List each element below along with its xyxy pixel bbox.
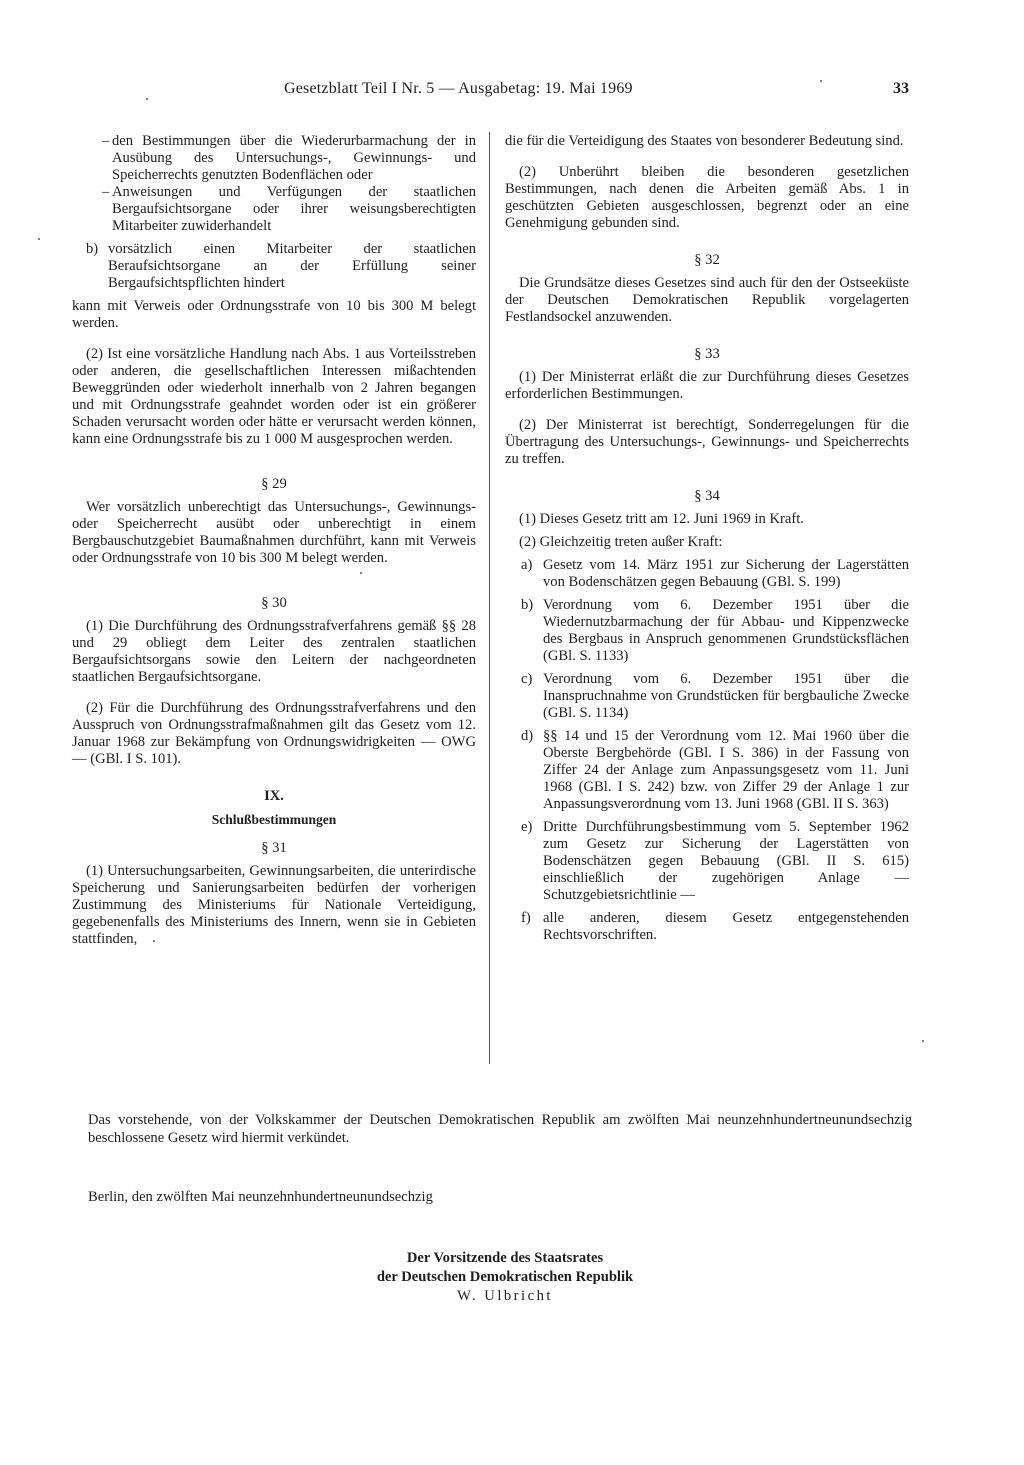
signature-title-line1: Der Vorsitzende des Staatsrates — [406, 1250, 604, 1266]
chapter-title: Schlußbestimmungen — [211, 812, 337, 827]
list-item — [505, 597, 909, 665]
list-marker: a) — [521, 557, 533, 573]
dash-item-text: Anweisungen und Verfügungen der staatlichen Bergaufsichtsorgane oder ihrer weisungsberechtigten Mitarbeiter zuwiderhandelt — [112, 184, 476, 234]
header-title: Gesetzblatt Teil I Nr. 5 — Ausgabetag: 19. Mai 1969 — [284, 80, 633, 97]
section-heading-32: § 32 — [694, 252, 720, 268]
proclamation-text: Das vorstehende, von der Volkskammer der Deutschen Demokratischen Republik am zwölften Mai neunzehnhundertneunundsechzig beschlossene Gesetz wird hiermit verkündet. — [88, 1112, 912, 1146]
place-date: Berlin, den zwölften Mai neunzehnhundertneunundsechzig — [88, 1189, 433, 1205]
scan-speck — [38, 238, 40, 240]
paragraph: Wer vorsätzlich unberechtigt das Untersuchungs-, Gewinnungs- oder Speicherrecht ausübt oder unberechtigt in einem Bergbauschutzgebiet Baumaßnahmen durchführt, kann mit Verweis oder Ordnungsstrafe von 10 bis 300 M belegt werden. — [72, 499, 476, 566]
paragraph: (2) Ist eine vorsätzliche Handlung nach Abs. 1 aus Vorteilsstreben oder anderen, die gesellschaftlichen Interessen mißachtenden Beweggründen oder wiederholt innerhalb von 2 Jahren begangen und mit Ordnungsstrafe geahndet worden oder ist ein größerer Schaden verursacht worden oder hätte er verursacht werden können, kann eine Ordnungsstrafe bis zu 1 000 M ausgesprochen werden. — [72, 346, 476, 447]
list-item-text: Gesetz vom 14. März 1951 zur Sicherung der Lagerstätten von Bodenschätzen gegen Bebauung (GBl. S. 199) — [543, 557, 909, 590]
paragraph: kann mit Verweis oder Ordnungsstrafe von 10 bis 300 M belegt werden. — [72, 298, 476, 331]
list-item — [505, 819, 909, 904]
list-item — [505, 728, 909, 813]
section-heading-31: § 31 — [261, 840, 287, 856]
signature-block — [300, 1249, 710, 1306]
list-item-text: vorsätzlich einen Mitarbeiter der staatlichen Beraufsichtsorgane an der Erfüllung seiner Bergaufsichtspflichten hindert — [108, 241, 476, 291]
paragraph: (1) Die Durchführung des Ordnungsstrafverfahrens gemäß §§ 28 und 29 obliegt dem Leiter des zentralen staatlichen Bergaufsichtsorgans sowie den Leitern der nachgeordneten staatlichen Bergaufsichtsorgane. — [72, 618, 476, 685]
paragraph: (2) Gleichzeitig treten außer Kraft: — [519, 534, 723, 550]
paragraph: (2) Für die Durchführung des Ordnungsstrafverfahrens und den Ausspruch von Ordnungsstrafmaßnahmen gilt das Gesetz vom 12. Januar 1968 zur Bekämpfung von Ordnungswidrigkeiten — OWG — (GBl. I S. 101). — [72, 700, 476, 767]
section-heading-33: § 33 — [694, 346, 720, 362]
section-heading-29: § 29 — [261, 476, 287, 492]
dash-item: – den Bestimmungen über die Wiederurbarmachung der in Ausübung des Untersuchungs-, Gewinnungs- und Speicherrechts genutzten Bodenflächen oder — [102, 133, 476, 183]
scan-speck — [146, 98, 148, 100]
page-header — [284, 80, 909, 104]
list-item — [505, 671, 909, 722]
paragraph: (1) Untersuchungsarbeiten, Gewinnungsarbeiten, die unterirdische Speicherung und Sanierungsarbeiten bedürfen der vorherigen Zustimmung des Ministeriums für Nationale Verteidigung, gegebenenfalls des Ministeriums des Innern, wenn sie in Gebieten stattfinden, — [72, 863, 476, 947]
paragraph: Die Grundsätze dieses Gesetzes sind auch für den der Ostseeküste der Deutschen Demokratischen Republik vorgelagerten Festlandsockel anzuwenden. — [505, 275, 909, 325]
list-item — [505, 910, 909, 944]
left-column — [72, 133, 476, 948]
scan-speck — [360, 572, 362, 574]
list-marker: e) — [521, 819, 533, 835]
paragraph: (1) Dieses Gesetz tritt am 12. Juni 1969 in Kraft. — [519, 511, 804, 527]
paragraph: (1) Der Ministerrat erläßt die zur Durchführung dieses Gesetzes erforderlichen Bestimmungen. — [505, 369, 909, 402]
signature-title-line2: der Deutschen Demokratischen Republik — [376, 1269, 634, 1285]
page-number: 33 — [893, 80, 909, 97]
list-marker: f) — [521, 910, 531, 926]
signatory-name: W. Ulbricht — [457, 1288, 553, 1304]
list-item-text: Dritte Durchführungsbestimmung vom 5. September 1962 zum Gesetz zur Sicherung der Lagerstätten von Bodenschätzen gegen Bebauung (GBl. II S. 615) einschließlich der zugehörigen Anlage — Schutzgebietsrichtlinie — — [543, 819, 909, 903]
paragraph-continuation: die für die Verteidigung des Staates von besonderer Bedeutung sind. — [505, 133, 904, 149]
list-item-text: §§ 14 und 15 der Verordnung vom 12. Mai 1960 über die Oberste Bergbehörde (GBl. I S. 386) in der Fassung von Ziffer 24 der Anlage zum Anpassungsgesetz vom 11. Juni 1968 (GBl. I S. 242) bzw. von Ziffer 29 der Anlage 1 zur Anpassungsverordnung vom 13. Juni 1968 (GBl. II S. 363) — [543, 728, 909, 812]
chapter-number: IX. — [264, 788, 284, 804]
right-column — [505, 133, 909, 944]
list-item-text: Verordnung vom 6. Dezember 1951 über die Wiedernutzbarmachung der für Abbau- und Kippenzwecke des Bergbaus in Anspruch genommenen Grundstücksflächen (GBl. S. 1133) — [543, 597, 909, 664]
list-marker: b) — [521, 597, 534, 613]
scan-speck — [153, 940, 155, 942]
list-marker: d) — [521, 728, 534, 744]
list-marker: b) — [86, 241, 99, 257]
scan-speck — [922, 1040, 924, 1042]
list-item — [505, 557, 909, 591]
section-heading-34: § 34 — [694, 488, 720, 504]
dash-item: – Anweisungen und Verfügungen der staatlichen Bergaufsichtsorgane oder ihrer weisungsberechtigten Mitarbeiter zuwiderhandelt — [102, 184, 476, 234]
paragraph: (2) Unberührt bleiben die besonderen gesetzlichen Bestimmungen, nach denen die Arbeiten gemäß Abs. 1 in geschützten Gebieten ausgeschlossen, begrenzt oder an eine Genehmigung gebunden sind. — [505, 164, 909, 231]
column-divider — [489, 132, 490, 1064]
list-item-b — [72, 241, 476, 292]
dash-item-text: den Bestimmungen über die Wiederurbarmachung der in Ausübung des Untersuchungs-, Gewinnungs- und Speicherrechts genutzten Bodenflächen oder — [112, 133, 476, 183]
section-heading-30: § 30 — [261, 595, 287, 611]
scan-speck — [820, 80, 822, 82]
list-item-text: Verordnung vom 6. Dezember 1951 über die Inanspruchnahme von Grundstücken für bergbauliche Zwecke (GBl. S. 1134) — [543, 671, 909, 721]
list-marker: c) — [521, 671, 533, 687]
list-item-text: alle anderen, diesem Gesetz entgegenstehenden Rechtsvorschriften. — [543, 910, 909, 943]
paragraph: (2) Der Ministerrat ist berechtigt, Sonderregelungen für die Übertragung des Untersuchungs-, Gewinnungs- und Speicherrechts zu treffen. — [505, 417, 909, 467]
